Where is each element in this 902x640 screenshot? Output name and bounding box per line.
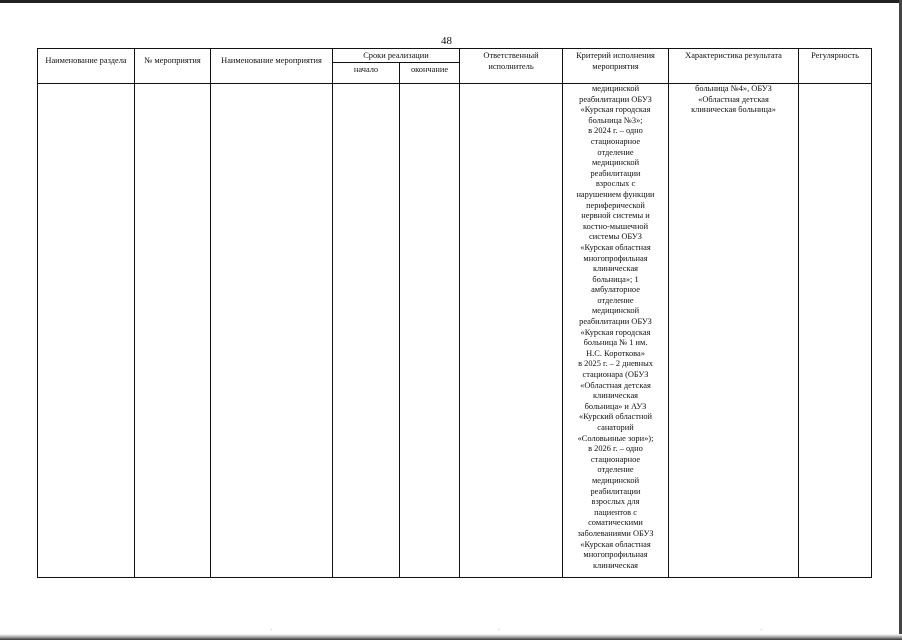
criterion-line: стационарное xyxy=(590,136,641,146)
criterion-line: клиническая xyxy=(592,560,639,570)
criterion-line: костно-мышечной xyxy=(582,221,649,231)
criterion-line: многопрофильная xyxy=(583,550,648,560)
criterion-line: больница» и АУЗ xyxy=(584,401,647,411)
result-line: клиническая больница» xyxy=(691,105,776,115)
cell-executor xyxy=(460,84,563,578)
cell-criterion xyxy=(563,84,669,578)
cell-event-number xyxy=(135,84,211,578)
scan-border-bottom xyxy=(0,634,902,640)
criterion-line: клиническая xyxy=(592,264,639,274)
criterion-line: нарушением функции xyxy=(576,189,655,199)
criterion-line: взрослых с xyxy=(595,179,636,189)
result-line: «Областная детская xyxy=(698,94,769,104)
criterion-line: санаторий xyxy=(597,423,634,432)
page-number: 48 xyxy=(441,35,452,47)
criterion-line: медицинской xyxy=(591,306,640,316)
criterion-line: взрослых для xyxy=(591,497,640,507)
header-executor: Ответственный исполнитель xyxy=(460,49,563,84)
criterion-line: отделение xyxy=(597,465,634,475)
plan-table xyxy=(37,48,872,578)
header-regularity: Регулярность xyxy=(799,49,872,84)
criterion-line: «Соловьиные зори»); xyxy=(577,433,654,443)
criterion-line: «Курская городская xyxy=(580,327,651,337)
criterion-line: в 2026 г. – одно xyxy=(588,444,643,454)
cell-start xyxy=(333,84,400,578)
header-section-name: Наименование раздела xyxy=(38,49,135,84)
criterion-line: реабилитации ОБУЗ xyxy=(579,94,652,104)
criterion-line: многопрофильная xyxy=(583,253,648,263)
criterion-line: медицинской xyxy=(591,84,640,93)
cell-regularity xyxy=(799,84,872,578)
header-criterion: Критерий исполнения мероприятия xyxy=(563,49,669,84)
criterion-line: медицинской xyxy=(591,475,640,485)
criterion-line: больница»; 1 xyxy=(592,274,639,284)
criterion-line: нервной системы и xyxy=(581,211,650,221)
criterion-line: в 2024 г. – одно xyxy=(588,126,643,136)
header-deadlines: Сроки реализации xyxy=(333,49,460,63)
scan-border-top xyxy=(0,0,902,3)
criterion-line: реабилитации ОБУЗ xyxy=(579,317,652,327)
criterion-line: «Курская областная xyxy=(580,539,651,549)
criterion-line: в 2025 г. – 2 дневных xyxy=(578,359,653,369)
criterion-line: больница № 1 им. xyxy=(583,338,648,348)
criterion-line: отделение xyxy=(597,147,634,157)
header-event-number: № мероприятия xyxy=(135,49,211,84)
criterion-line: Н.С. Короткова» xyxy=(586,348,645,358)
header-start: начало xyxy=(333,63,400,84)
criterion-line: клиническая xyxy=(592,391,639,401)
criterion-line: стационарное xyxy=(590,454,641,464)
criterion-line: реабилитации xyxy=(590,168,641,178)
criterion-line: заболеваниями ОБУЗ xyxy=(577,528,654,538)
criterion-line: стационара (ОБУЗ xyxy=(582,370,649,380)
criterion-line: амбулаторное xyxy=(591,285,640,295)
criterion-line: больница №3»; xyxy=(588,115,643,125)
criterion-line: «Курская областная xyxy=(580,242,651,252)
criterion-line: периферической xyxy=(586,200,645,210)
result-line: больница №4», ОБУЗ xyxy=(695,84,772,93)
scan-speck: · xyxy=(498,626,501,634)
header-result: Характеристика результата xyxy=(669,49,799,84)
header-end: окончание xyxy=(400,63,460,84)
criterion-line: реабилитации xyxy=(590,486,641,496)
criterion-line: «Курская городская xyxy=(580,105,651,115)
criterion-line: соматическими xyxy=(588,518,643,528)
cell-result xyxy=(669,84,799,578)
cell-event-name xyxy=(211,84,333,578)
criterion-line: отделение xyxy=(597,295,634,305)
criterion-line: «Курский областной xyxy=(578,412,653,422)
criterion-line: «Областная детская xyxy=(580,380,651,390)
criterion-line: системы ОБУЗ xyxy=(589,232,642,242)
scan-speck: · xyxy=(760,626,763,634)
scan-speck: · xyxy=(270,626,273,634)
cell-end xyxy=(400,84,460,578)
header-event-name: Наименование мероприятия xyxy=(211,49,333,84)
criterion-line: пациентов с xyxy=(594,507,637,517)
cell-section-name xyxy=(38,84,135,578)
criterion-line: медицинской xyxy=(591,158,640,168)
